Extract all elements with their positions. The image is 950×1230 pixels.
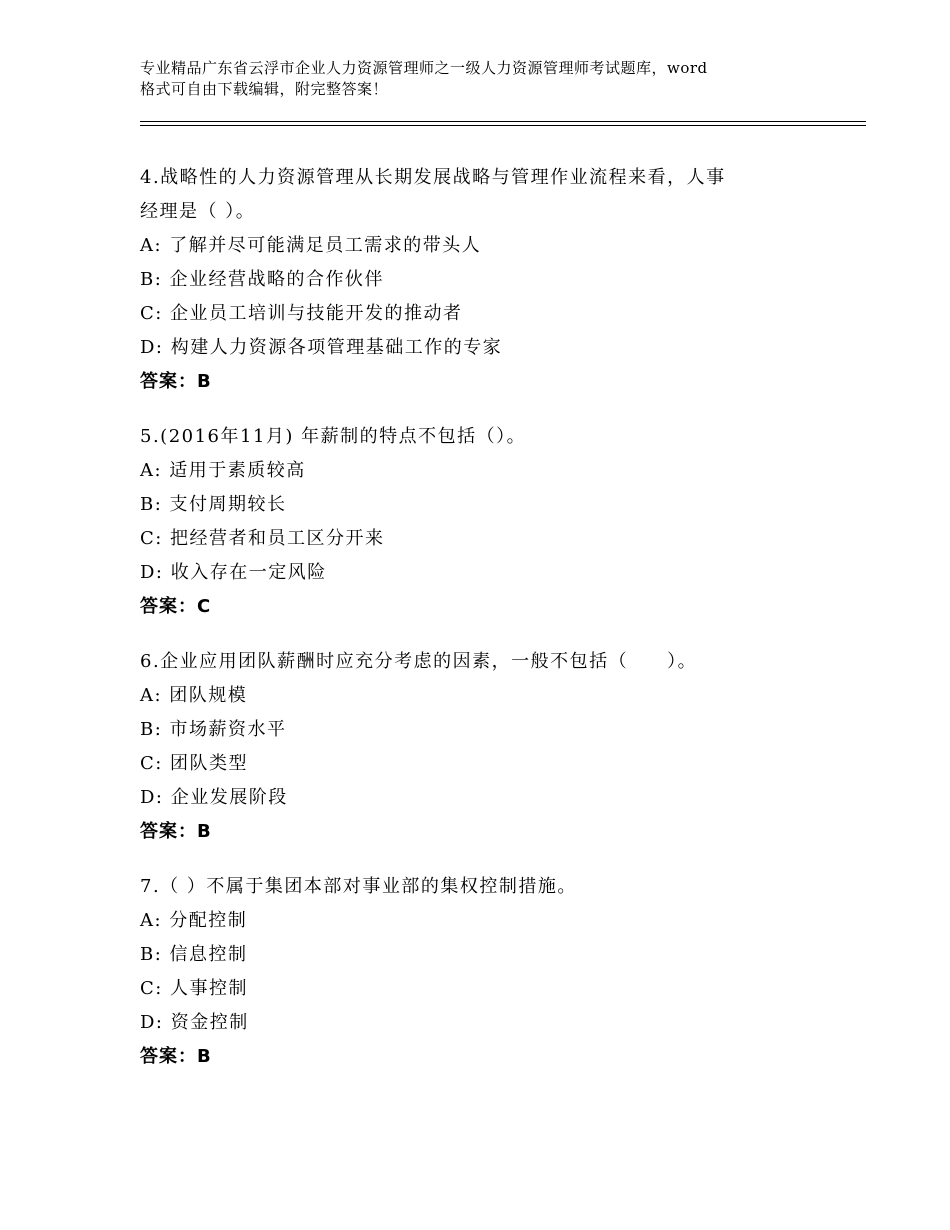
question-stem-line-2: 经理是（ ）。 — [140, 201, 256, 222]
option-a: A: 了解并尽可能满足员工需求的带头人 — [140, 235, 482, 256]
header-divider-bottom — [140, 125, 866, 126]
option-d: D: 收入存在一定风险 — [140, 562, 327, 583]
header-line-1: 专业精品广东省云浮市企业人力资源管理师之一级人力资源管理师考试题库，word — [140, 59, 708, 77]
question-list — [140, 161, 820, 1095]
option-c: C: 企业员工培训与技能开发的推动者 — [140, 303, 463, 324]
question-5 — [140, 420, 820, 624]
option-a: A: 适用于素质较高 — [140, 460, 306, 481]
question-stem-line-1: 5.(2016年11月) 年薪制的特点不包括（）。 — [140, 426, 527, 447]
option-b: B: 企业经营战略的合作伙伴 — [140, 269, 385, 290]
question-7 — [140, 870, 820, 1074]
question-stem — [140, 870, 820, 904]
header-line-2: 格式可自由下载编辑，附完整答案！ — [140, 80, 389, 98]
document-header — [140, 58, 840, 100]
option-b: B: 支付周期较长 — [140, 494, 287, 515]
question-stem — [140, 420, 820, 454]
question-stem-line-1: 7.（ ）不属于集团本部对事业部的集权控制措施。 — [140, 876, 577, 897]
question-4 — [140, 161, 820, 399]
answer-label: 答案：B — [140, 371, 212, 392]
option-b: B: 信息控制 — [140, 944, 248, 965]
option-b: B: 市场薪资水平 — [140, 719, 287, 740]
header-divider-top — [140, 121, 866, 122]
answer-label: 答案：B — [140, 1046, 212, 1067]
option-c: C: 把经营者和员工区分开来 — [140, 528, 385, 549]
option-d: D: 资金控制 — [140, 1012, 249, 1033]
question-stem-line-1: 6.企业应用团队薪酬时应充分考虑的因素，一般不包括（ ）。 — [140, 651, 698, 672]
option-c: C: 团队类型 — [140, 753, 249, 774]
option-d: D: 构建人力资源各项管理基础工作的专家 — [140, 337, 503, 358]
option-a: A: 团队规模 — [140, 685, 248, 706]
answer-label: 答案：C — [140, 596, 212, 617]
question-6 — [140, 645, 820, 849]
option-d: D: 企业发展阶段 — [140, 787, 288, 808]
question-stem — [140, 161, 820, 229]
question-stem-line-1: 4.战略性的人力资源管理从长期发展战略与管理作业流程来看，人事 — [140, 167, 726, 188]
question-stem — [140, 645, 820, 679]
option-c: C: 人事控制 — [140, 978, 249, 999]
option-a: A: 分配控制 — [140, 910, 248, 931]
answer-label: 答案：B — [140, 821, 212, 842]
